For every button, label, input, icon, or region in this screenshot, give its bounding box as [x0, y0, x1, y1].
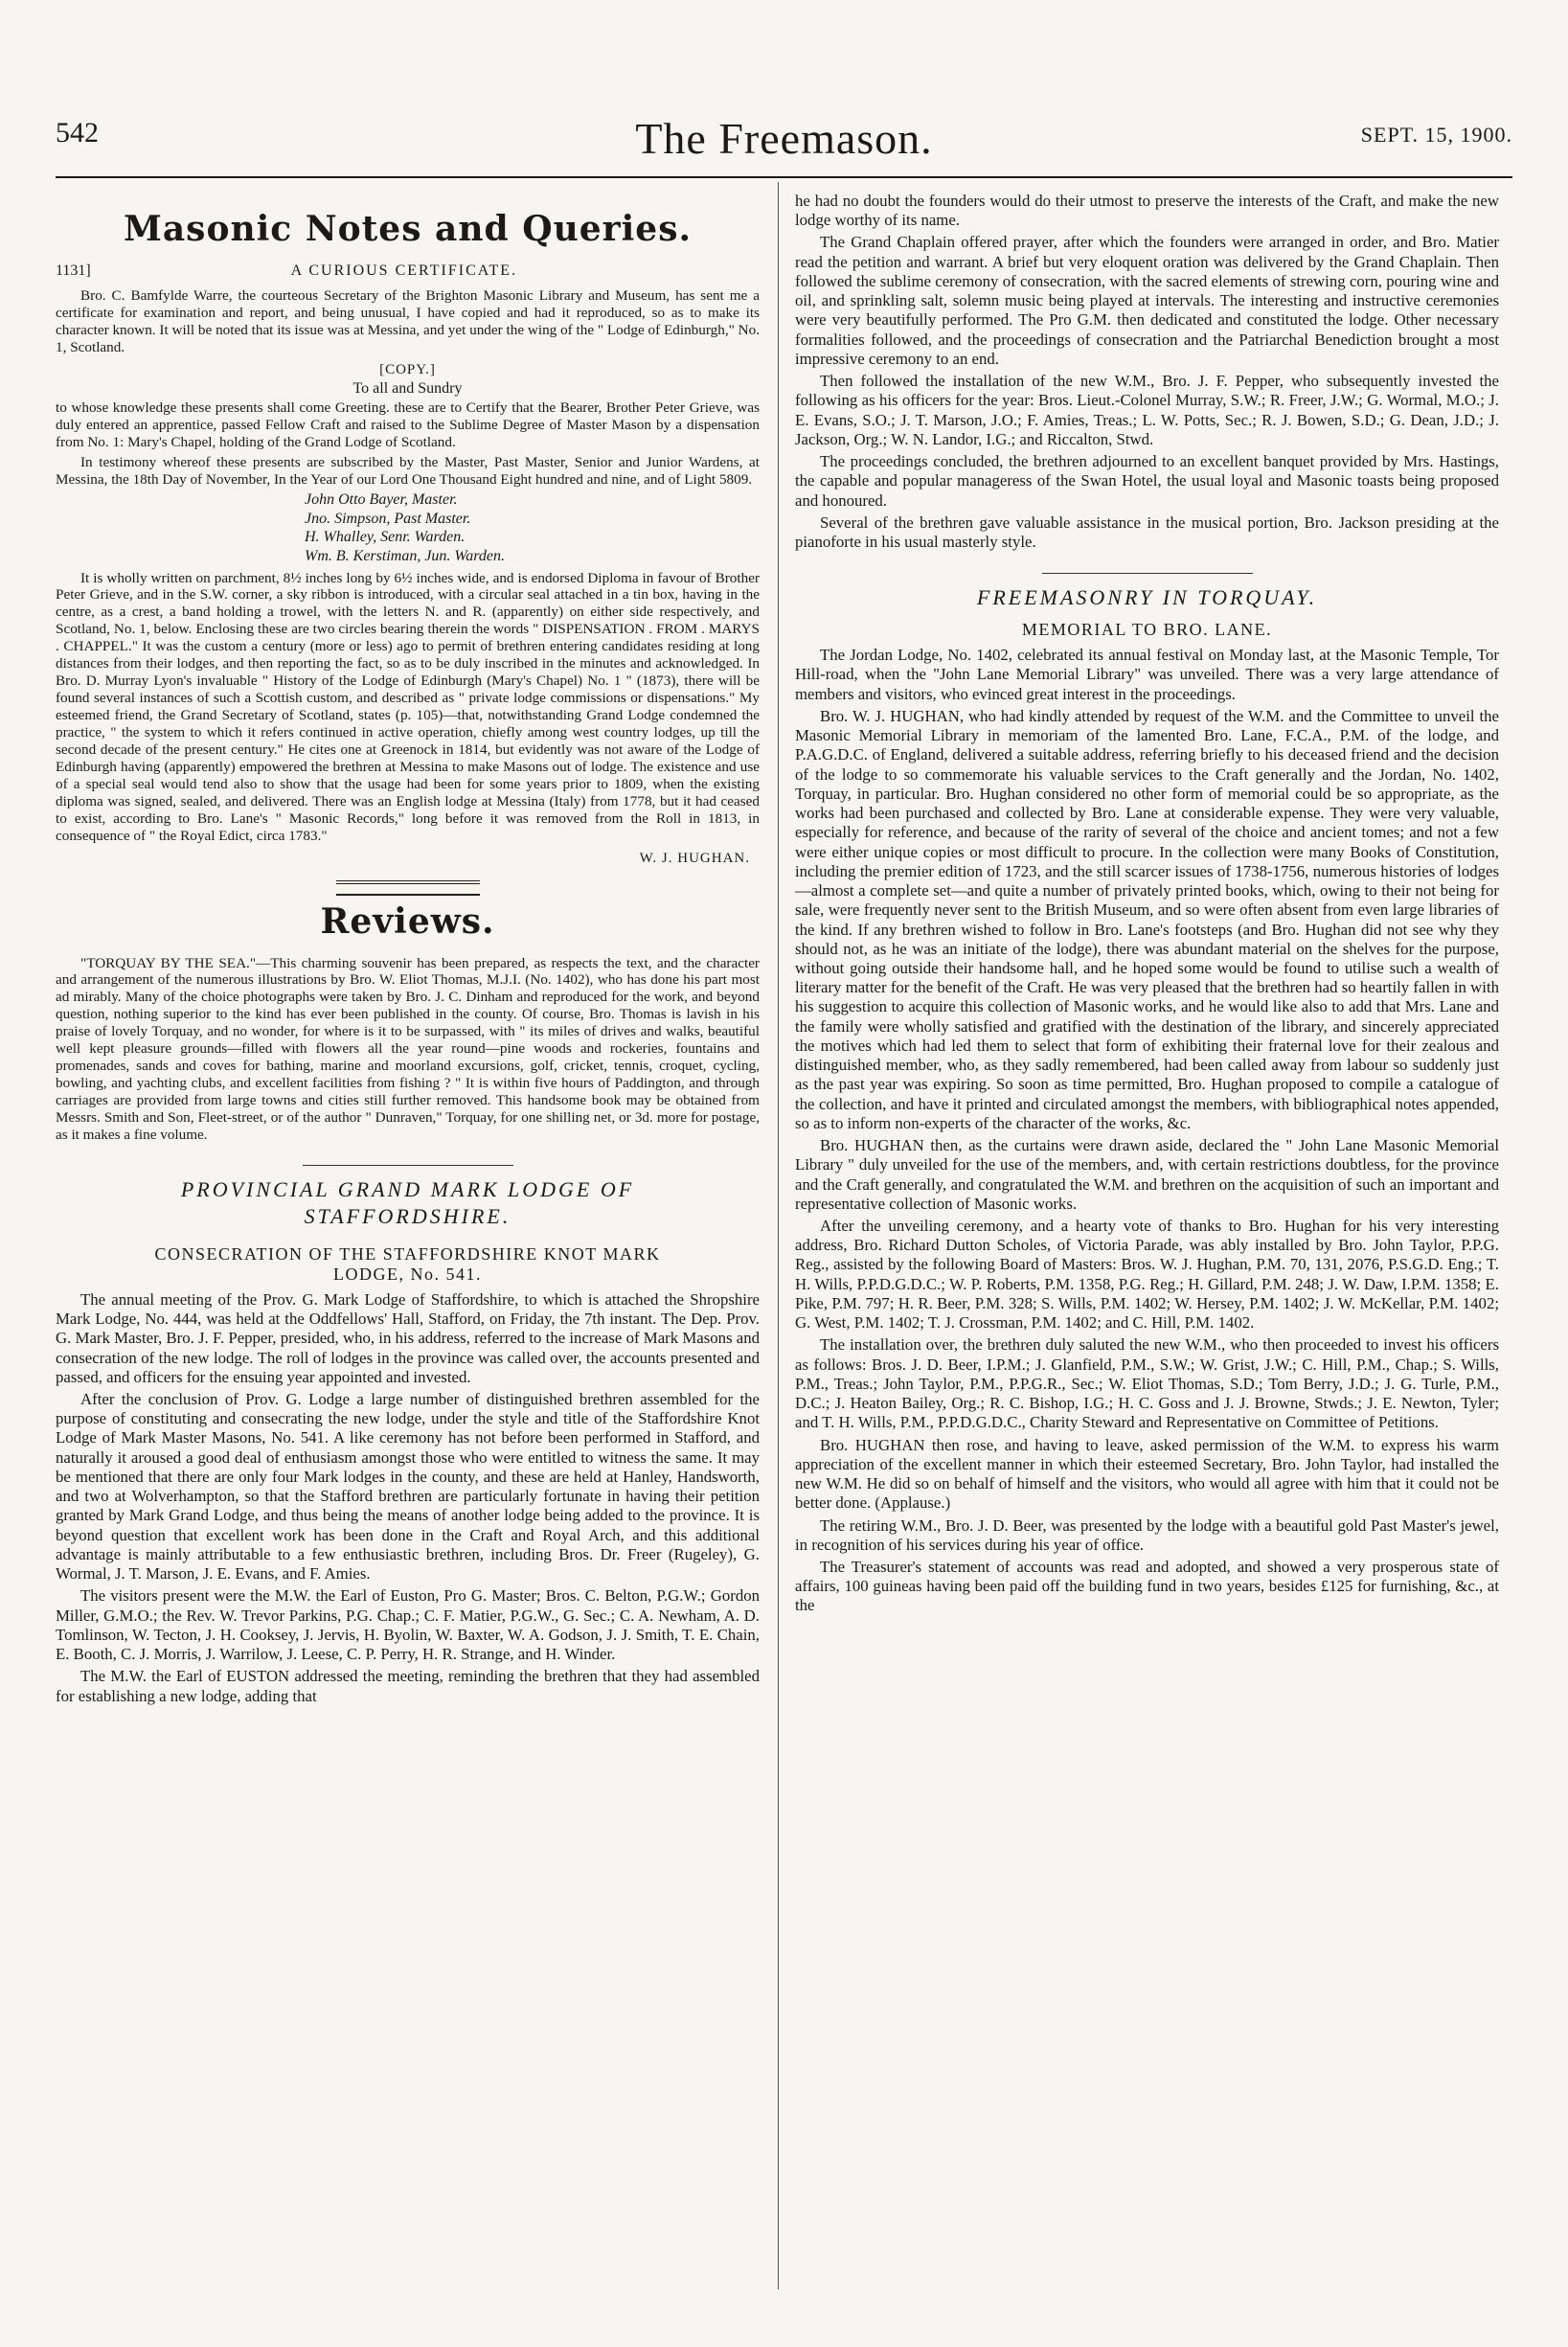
paragraph: to whose knowledge these presents shall come Greeting. these are to Certify that the Bearer, Brother Peter Grieve, was duly entered an apprentice, passed Fellow Craft and raised to the Sublime Degree of Master Mason by a dispensation from No. 1: Mary's Chapel, holding of the Grand Lodge of Scotland.: [56, 399, 760, 450]
masthead-rule: [56, 176, 1512, 178]
newspaper-title: The Freemason.: [635, 114, 933, 163]
paragraph: Bro. W. J. HUGHAN, who had kindly attended by request of the W.M. and the Committee to unveil the Masonic Memorial Library in memoriam of the lamented Bro. Lane, F.C.A., P.M. of the lodge, and P.A.G.D.C. of England, delivered a suitable address, referring briefly to his deceased friend and the decision of the lodge to so commemorate his valuable services to the Craft generally and the Jordan, No. 1402, Torquay, in particular. Bro. Hughan considered no other form of memorial could be so appropriate, as the works had been purchased and collected by Bro. Lane at considerable expense. They were very valuable, especially for reference, and because of the rarity of several of the choice and ancient tomes; and not a few were either unique copies or most difficult to procure. In the collection were many Books of Constitution, including the premier edition of 1723, and the still scarcer issues of 1738-1756, numerous histories of lodges—almost a complete set—and quite a number of privately printed books, which, owing to their not being for sale, were frequently never sent to the British Museum, and so were often absent from even large libraries of the kind. If any brethren wished to follow in Bro. Lane's footsteps (and Bro. Hughan did not see why they should not, as he was an initiate of the lodge), there was abundant material on the shelves for the purpose, without going outside their handsome hall, and he hoped some would be found to utilise such a wealth of literary matter for the benefit of the Craft. He was very pleased that the brethren had so heartily fallen in with his suggestion to acquire this collection of Masonic works, and he would like also to add that Mrs. Lane and the family were wholly satisfied and gratified with the destination of the library, and sincerely appreciated the motives which had led them to select that form of exhibiting their fraternal love for their zealous and distinguished member, who, as they sadly remembered, had been called away from labour so suddenly just as the past year was expiring. So soon as time permitted, Bro. Hughan proposed to compile a catalogue of the collection, and have it printed and circulated amongst the members, with bibliographical notes appended, so as to inform non-experts of the character of the works, &c.: [795, 706, 1499, 1132]
paragraph: After the conclusion of Prov. G. Lodge a large number of distinguished brethren assembled for the purpose of constituting and consecrating the new lodge, under the style and title of the Staffordshire Knot Lodge of Mark Master Masons, No. 541. A like ceremony has not before been performed in Stafford, and naturally it aroused a good deal of enthusiasm amongst those who were entitled to witness the same. It may be mentioned that there are only four Mark lodges in the county, and these are held at Hanley, Handsworth, and two at Wolverhampton, so that the Stafford brethren are particularly fortunate in having their petition granted by Mark Grand Lodge, and thus being the means of another lodge being added to the province. It is beyond question that excellent work has been done in the Craft and Royal Arch, and this additional advantage is mainly attributable to a few enthusiastic brethren, including Bros. Dr. Freer (Rugeley), G. Wormal, J. T. Marson, J. E. Evans, and F. Amies.: [56, 1389, 760, 1584]
paragraph: Then followed the installation of the new W.M., Bro. J. F. Pepper, who subsequently invested the following as his officers for the year: Bros. Lieut.-Colonel Murray, S.W.; R. Freer, J.W.; G. Wormal, M.O.; J. E. Evans, S.O.; J. T. Marson, J.O.; F. Amies, Treas.; L. W. Potts, Sec.; R. J. Bowen, S.D.; G. Dean, J.D.; J. Jackson, Org.; W. N. Landor, I.G.; and Riccalton, Stwd.: [795, 372, 1499, 448]
section-separator: [336, 880, 480, 896]
paragraph: Bro. C. Bamfylde Warre, the courteous Secretary of the Brighton Masonic Library and Museum, has sent me a certificate for examination and report, and being unusual, I have copied and had it reproduced, so as to make its character known. It will be noted that its issue was at Messina, and yet under the wing of the " Lodge of Edinburgh," No. 1, Scotland.: [56, 287, 760, 355]
paragraph: In testimony whereof these presents are subscribed by the Master, Past Master, Senior and Junior Wardens, at Messina, the 18th Day of November, In the Year of our Lord One Thousand Eight hundred and nine, and of Light 5809.: [56, 453, 760, 488]
paragraph: The annual meeting of the Prov. G. Mark Lodge of Staffordshire, to which is attached the Shropshire Mark Lodge, No. 444, was held at the Oddfellows' Hall, Stafford, on Friday, the 7th instant. The Dep. Prov. G. Mark Master, Bro. J. F. Pepper, presided, who, in his address, referred to the increase of Mark Masons and consecration of the new lodge. The roll of lodges in the province was called over, the accounts presented and passed, and officers for the ensuing year appointed and invested.: [56, 1289, 760, 1386]
paragraph: Bro. HUGHAN then rose, and having to leave, asked permission of the W.M. to express his warm appreciation of the excellent manner in which their esteemed Secretary, Bro. John Taylor, had installed the new W.M. He did so on behalf of himself and the visitors, who would all agree with him that it could not be better done. (Applause.): [795, 1435, 1499, 1513]
paragraph: The retiring W.M., Bro. J. D. Beer, was presented by the lodge with a beautiful gold Past Master's jewel, in recognition of his services during his year of office.: [795, 1515, 1499, 1554]
signatory: John Otto Bayer, Master.: [305, 491, 458, 509]
mark-lodge-article: [56, 1290, 760, 1706]
signatory: H. Whalley, Senr. Warden.: [305, 529, 466, 546]
left-column: [56, 192, 760, 1709]
paragraph: Several of the brethren gave valuable assistance in the musical portion, Bro. Jackson presiding at the pianoforte in his usual masterly style.: [795, 513, 1499, 551]
notes-queries-heading: Masonic Notes and Queries.: [124, 209, 692, 249]
query-number: 1131]: [56, 262, 91, 279]
certificate-article: [56, 287, 760, 867]
paragraph: The proceedings concluded, the brethren adjourned to an excellent banquet provided by Mrs. Hastings, the capable and popular manageress of the Swan Hotel, the usual loyal and Masonic toasts being proposed and honoured.: [795, 452, 1499, 510]
paragraph: he had no doubt the founders would do their utmost to preserve the interests of the Craft, and make the new lodge worthy of its name.: [795, 192, 1499, 230]
page-number: 542: [56, 117, 99, 148]
paragraph: "TORQUAY BY THE SEA."—This charming souvenir has been prepared, as respects the text, and the character and arrangement of the numerous illustrations by Bro. W. Eliot Thomas, M.J.I. (No. 1402), who has done his part most ad mirably. Many of the choice photographs were taken by Bro. J. C. Dinham and reproduced for the work, and beyond question, nothing superior to the kind has ever been published in the county. Of course, Bro. Thomas is lavish in his praise of lovely Torquay, and no wonder, for where is it to be surpassed, with " its miles of drives and walks, beautiful well kept pleasure grounds—filled with flowers all the year round—pine woods and rockeries, fountains and promenades, sands and coves for bathing, marine and moorland excursions, golf, cricket, tennis, croquet, cycling, bowling, and yachting clubs, and excellent facilities from fishing ? " It is within five hours of Paddington, and through carriages are provided from large towns and cities still further removed. This handsome book may be obtained from Messrs. Smith and Son, Fleet-street, or of the author " Dunraven," Torquay, for one shilling net, or 3d. more for postage, as it makes a fine volume.: [56, 954, 760, 1143]
mark-lodge-heading-2: STAFFORDSHIRE.: [304, 1203, 511, 1228]
paragraph: Bro. HUGHAN then, as the curtains were drawn aside, declared the " John Lane Masonic Memorial Library " duly unveiled for the use of the members, and, with certain restrictions doubtless, for the province and the Craft generally, and congratulated the W.M. and brethren on the acquisition of such an important and representative collection of Masonic works.: [795, 1136, 1499, 1213]
paragraph: The Grand Chaplain offered prayer, after which the founders were arranged in order, and Bro. Matier read the petition and warrant. A brief but very eloquent oration was delivered by the Grand Chaplain. Then followed the sublime ceremony of consecration, with the sacred elements of strewing corn, pouring wine and oil, and sprinkling salt, solemn music being played at intervals. The interesting and instructive ceremonies were very beautifully performed. The Pro G.M. then dedicated and constituted the lodge. Other necessary formalities followed, and the proceedings of consecration and the Patriarchal Benediction brought a most impressive ceremony to an end.: [795, 233, 1499, 368]
section-separator: [303, 1165, 513, 1166]
paragraph: The installation over, the brethren duly saluted the new W.M., who then proceeded to invest his officers as follows: Bros. J. D. Beer, I.P.M.; J. Glanfield, P.M., S.W.; W. Grist, J.W.; C. Hill, P.M., Chap.; S. Wills, P.M., Treas.; John Taylor, P.M., P.P.G.R., Sec.; W. Eliot Thomas, S.D.; Tom Berry, J.D.; J. G. Turle, P.M., D.C.; J. Heaton Bailey, Org.; R. C. Bishop, I.G.; H. C. Goss and J. J. Browne, Stwds.; J. E. Newton, Tyler; and T. H. Wills, P.M., P.P.D.G.D.C., Charity Steward and Representative on Committee of Petitions.: [795, 1335, 1499, 1432]
mark-lodge-continued: [795, 192, 1499, 552]
reviews-heading: Reviews.: [320, 900, 495, 942]
copy-salutation: To all and Sundry: [352, 379, 463, 397]
query-title: A CURIOUS CERTIFICATE.: [290, 262, 518, 279]
section-separator: [1042, 573, 1253, 574]
author-signoff: W. J. HUGHAN.: [639, 850, 750, 866]
signatory: Wm. B. Kerstiman, Jun. Warden.: [305, 547, 506, 564]
paragraph: It is wholly written on parchment, 8½ inches long by 6½ inches wide, and is endorsed Diploma in favour of Brother Peter Grieve, and in the S.W. corner, a sky ribbon is introduced, with a circular seal attached in a tin box, having in the centre, as a crest, a band holding a trowel, with the letters N. and R. (apparently) on either side respectively, and Scotland, No. 1, below. Enclosing these are two circles bearing therein the words " DISPENSATION . FROM . MARYS . CHAPPEL." It was the custom a century (more or less) ago to permit of brethren entering candidates residing at long distances from their lodges, and then reporting the fact, so as to be duly inscribed in the minutes and acknowledged. In Bro. D. Murray Lyon's invaluable " History of the Lodge of Edinburgh (Mary's Chapel) No. 1 " (1873), there will be found several instances of such a Scottish custom, and described as " private lodge commissions or dispensations." My esteemed friend, the Grand Secretary of Scotland, states (p. 105)—that, notwithstanding Grand Lodge condemned the practice, " the system to which it refers continued in active operation, chiefly among west country lodges, up till the second decade of the present century." He cites one at Greenock in 1814, but evidently was not aware of the Lodge of Edinburgh having (apparently) empowered the brethren at Messina to make Masons out of lodge. The existence and use of a special seal would tend also to show that the usage had been for some years prior to 1809, when the existing diploma was signed, sealed, and delivered. There was an English lodge at Messina (Italy) from 1778, but it had ceased to exist, according to Bro. Lane's " Masonic Records," long before it was removed from the Roll in 1813, in consequence of " the Royal Edict, circa 1783.": [56, 569, 760, 844]
right-column: [795, 192, 1499, 1619]
query-header: [56, 262, 760, 280]
masthead: [56, 113, 1512, 174]
signatory: Jno. Simpson, Past Master.: [305, 510, 471, 527]
memorial-heading: MEMORIAL TO BRO. LANE.: [1021, 620, 1273, 640]
mark-lodge-heading: PROVINCIAL GRAND MARK LODGE OF: [180, 1176, 635, 1201]
review-article: [56, 955, 760, 1144]
consecration-heading-2: LODGE, No. 541.: [333, 1264, 482, 1284]
paragraph: The visitors present were the M.W. the Earl of Euston, Pro G. Master; Bros. C. Belton, P.G.W.; Gordon Miller, G.M.O.; the Rev. W. Trevor Parkins, P.G. Chap.; C. F. Matier, P.G.W., G. Sec.; C. A. Newham, A. D. Tomlinson, W. Tecton, J. H. Cooksey, J. Jervis, H. Byolin, W. Baxter, W. A. Godson, J. J. Smith, T. E. Chain, E. Booth, C. J. Morris, J. Warrilow, J. Leese, C. P. Perry, H. R. Strange, and H. Winder.: [56, 1586, 760, 1664]
consecration-heading: CONSECRATION OF THE STAFFORDSHIRE KNOT MARK: [154, 1243, 661, 1264]
paragraph: The M.W. the Earl of EUSTON addressed the meeting, reminding the brethren that they had assembled for establishing a new lodge, adding that: [56, 1667, 760, 1705]
paragraph: The Treasurer's statement of accounts was read and adopted, and showed a very prosperous state of affairs, 100 guineas having been paid off the building fund in two years, besides £125 for furnishing, &c., at the: [795, 1558, 1499, 1615]
torquay-article: [795, 646, 1499, 1615]
paragraph: The Jordan Lodge, No. 1402, celebrated its annual festival on Monday last, at the Masonic Temple, Tor Hill-road, when the "John Lane Memorial Library" was unveiled. There was a very large attendance of members and visitors, who evinced great interest in the proceedings.: [795, 646, 1499, 703]
paragraph: After the unveiling ceremony, and a hearty vote of thanks to Bro. Hughan for his very interesting address, Bro. Richard Dutton Scholes, of Victoria Parade, was ably installed by Bro. John Taylor, P.P.G. Reg., assisted by the following Board of Masters: Bros. W. J. Hughan, P.M. 70, 131, 2076, P.S.G.D. Eng.; T. H. Wills, P.P.D.G.D.C.; W. P. Roberts, P.M. 1358, P.G. Reg.; H. Gillard, P.M. 248; J. W. Daw, I.P.M. 1358; E. Pike, P.M. 797; H. R. Beer, P.M. 328; S. Wills, P.M. 1402; W. Hersey, P.M. 1402; J. W. McKellar, P.M. 1402; G. West, P.M. 1402; T. J. Crossman, P.M. 1402; and C. Hill, P.M. 1402.: [795, 1217, 1499, 1333]
issue-date: SEPT. 15, 1900.: [1360, 123, 1512, 147]
copy-tag: [COPY.]: [379, 361, 436, 377]
torquay-heading: FREEMASONRY IN TORQUAY.: [976, 585, 1318, 610]
column-divider: [778, 182, 779, 2290]
